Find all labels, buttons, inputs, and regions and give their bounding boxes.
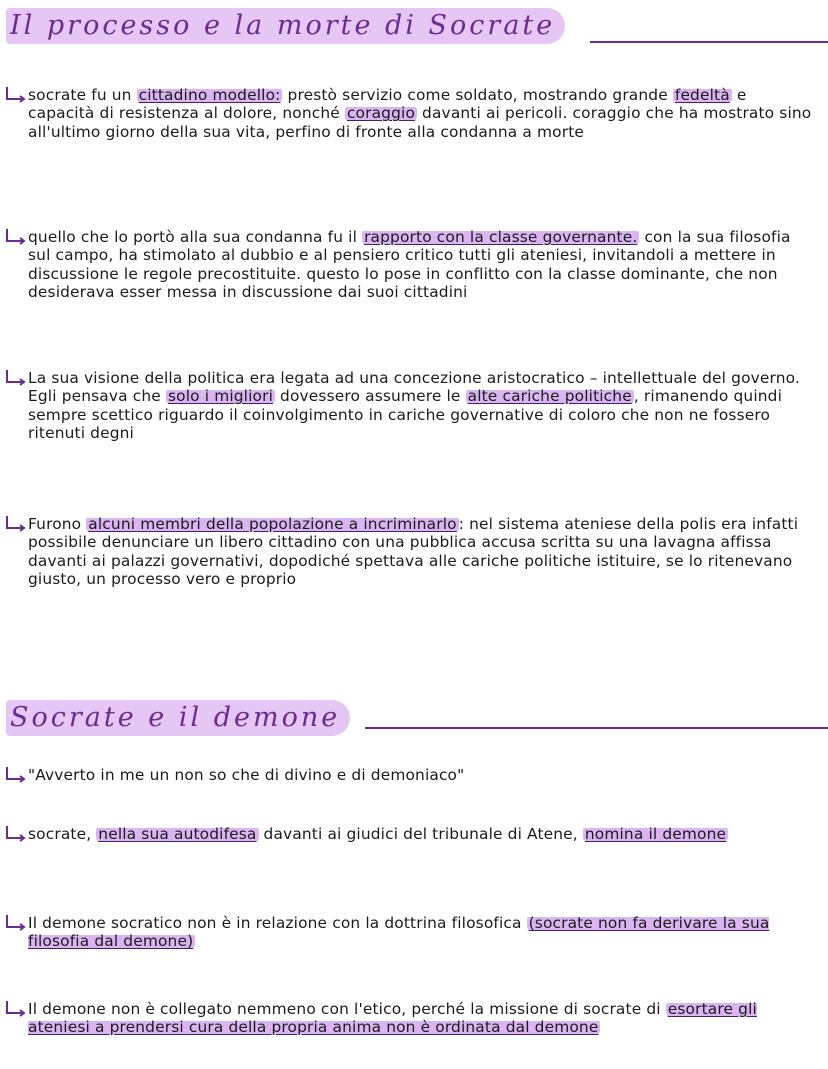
plain-text: Furono <box>28 515 87 533</box>
section-2-paragraph-2 <box>4 825 816 843</box>
section-1-title: Il processo e la morte di Socrate <box>6 8 565 44</box>
paragraph-text <box>28 86 816 141</box>
section-2-paragraph-4 <box>4 1000 816 1037</box>
highlighted-text: solo i migliori <box>167 387 274 406</box>
section-2-title-rule <box>365 727 828 729</box>
section-2-title: Socrate e il demone <box>6 700 350 736</box>
plain-text: quello che lo portò alla sua condanna fu il <box>28 228 363 246</box>
plain-text: "Avverto in me un non so che di divino e di demoniaco" <box>28 766 465 784</box>
plain-text: con la sua filosofia sul campo, ha stimolato al dubbio e al pensiero critico tutti gli ateniesi, invitandoli a mettere in discussione le regole precostituite. questo lo pose in conflitto con la classe dominante, che non desiderava esser messa in discussione dai suoi cittadini <box>28 228 791 302</box>
paragraph-text <box>28 914 816 951</box>
plain-text: dovessero assumere le <box>275 387 466 406</box>
paragraph-text <box>28 1000 816 1037</box>
highlighted-text: esortare gli ateniesi a prendersi cura della propria anima non è ordinata dal demone <box>28 1000 757 1037</box>
highlighted-text: nella sua autodifesa <box>98 825 257 843</box>
highlighted-text: fedeltà <box>674 86 730 104</box>
corner-arrow-icon <box>4 515 26 533</box>
section-1-paragraph-1 <box>4 86 816 141</box>
highlighted-text: coraggio <box>346 104 416 123</box>
plain-text: : nel sistema ateniese della polis era infatti possibile denunciare un libero cittadino con una pubblica accusa scritta su una lavagna affissa davanti ai palazzi governativi, dopodiché spettava alle cariche politiche istituire, se lo ritenevano giusto, un processo vero e proprio <box>28 515 799 589</box>
plain-text: Il demone socratico non è in relazione con la dottrina filosofica <box>28 914 527 932</box>
plain-text: davanti ai giudici del tribunale di Atene, <box>258 825 583 843</box>
highlighted-text: alte cariche politiche <box>467 387 632 406</box>
corner-arrow-icon <box>4 369 26 387</box>
section-1-paragraph-3 <box>4 369 816 443</box>
section-2-paragraph-3 <box>4 914 816 951</box>
corner-arrow-icon <box>4 766 26 784</box>
paragraph-text <box>28 515 816 589</box>
plain-text: e capacità di resistenza al dolore, nonché <box>28 86 747 123</box>
highlighted-text: alcuni membri della popolazione a incriminarlo <box>88 515 457 533</box>
plain-text: socrate, <box>28 825 97 843</box>
plain-text: La sua visione della politica era legata ad una concezione aristocratico – intellettuale del governo. Egli pensava che <box>28 369 800 406</box>
corner-arrow-icon <box>4 825 26 843</box>
highlighted-text: nomina il demone <box>584 825 727 843</box>
plain-text: prestò servizio come soldato, mostrando grande <box>282 86 673 104</box>
highlighted-text: cittadino modello: <box>138 86 281 104</box>
corner-arrow-icon <box>4 86 26 104</box>
paragraph-text <box>28 825 816 843</box>
plain-text: socrate fu un <box>28 86 137 104</box>
section-1-paragraph-2 <box>4 228 816 302</box>
plain-text: davanti ai pericoli. coraggio che ha mostrato sino all'ultimo giorno della sua vita, perfino di fronte alla condanna a morte <box>28 104 812 141</box>
corner-arrow-icon <box>4 1000 26 1018</box>
paragraph-text <box>28 369 816 443</box>
section-2-header <box>0 700 828 740</box>
plain-text: Il demone non è collegato nemmeno con l'etico, perché la missione di socrate di <box>28 1000 666 1018</box>
section-1-title-rule <box>590 41 828 43</box>
section-1-header <box>0 8 828 48</box>
corner-arrow-icon <box>4 228 26 246</box>
paragraph-text <box>28 766 816 784</box>
highlighted-text: (socrate non fa derivare la sua filosofia dal demone) <box>28 914 770 951</box>
plain-text: , rimanendo quindi sempre scettico riguardo il coinvolgimento in cariche governative di coloro che non ne fossero ritenuti degni <box>28 387 782 443</box>
corner-arrow-icon <box>4 914 26 932</box>
section-1-paragraph-4 <box>4 515 816 589</box>
highlighted-text: rapporto con la classe governante. <box>364 228 638 246</box>
paragraph-text <box>28 228 816 302</box>
section-2-paragraph-1 <box>4 766 816 784</box>
